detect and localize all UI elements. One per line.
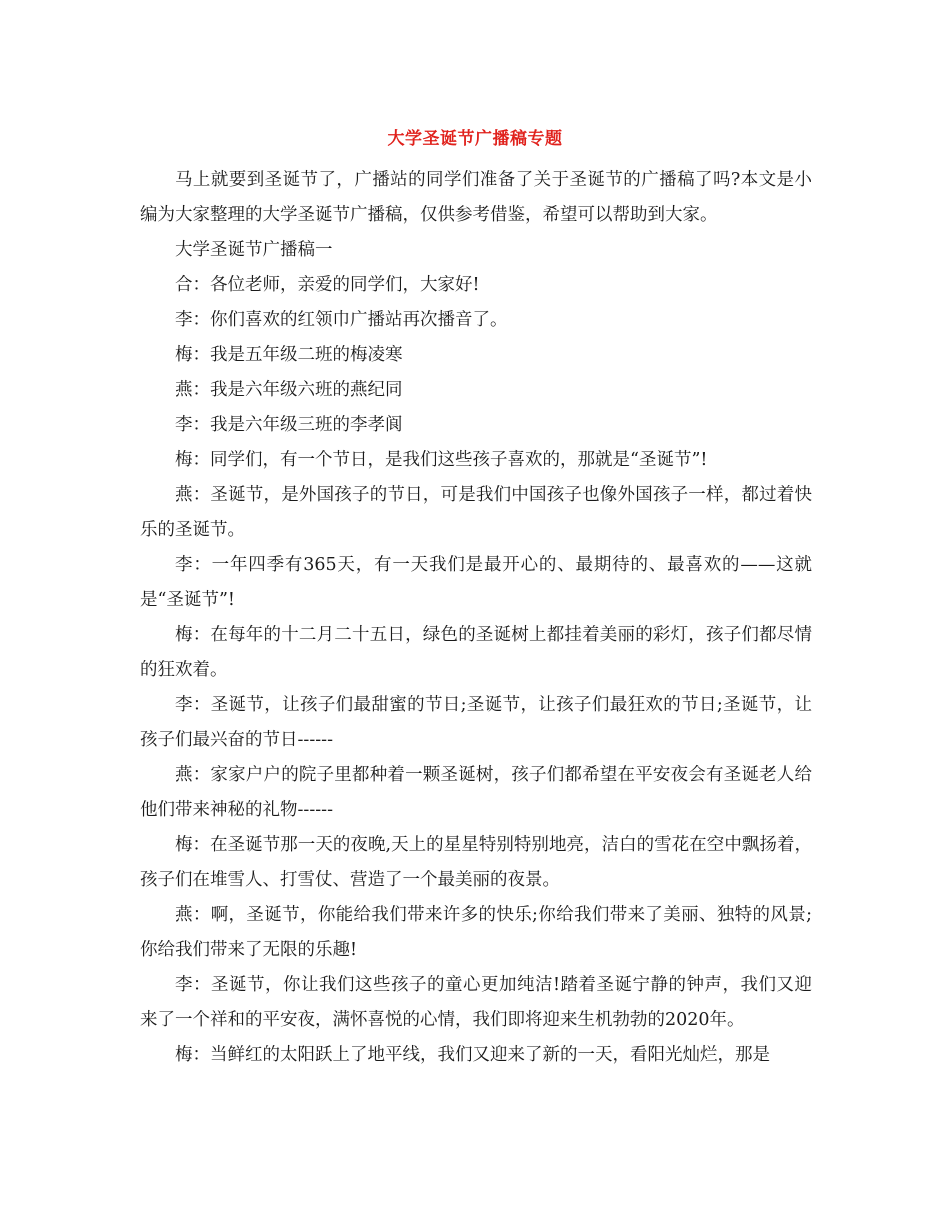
script-line: 燕：啊，圣诞节，你能给我们带来许多的快乐;你给我们带来了美丽、独特的风景;你给我们带来了无限的乐趣! [140, 905, 812, 960]
script-line: 梅：在圣诞节那一天的夜晚,天上的星星特别特别地亮，洁白的雪花在空中飘扬着，孩子们在堆雪人、打雪仗、营造了一个最美丽的夜景。 [140, 835, 812, 890]
script-line: 李：圣诞节，你让我们这些孩子的童心更加纯洁!踏着圣诞宁静的钟声，我们又迎来了一个祥和的平安夜，满怀喜悦的心情，我们即将迎来生机勃勃的2020年。 [140, 975, 812, 1030]
script-line: 梅：同学们，有一个节日，是我们这些孩子喜欢的，那就是“圣诞节”! [175, 450, 708, 470]
script-line: 李：一年四季有365天，有一天我们是最开心的、最期待的、最喜欢的——这就是“圣诞节”! [140, 555, 812, 610]
document-body [140, 163, 812, 1073]
script-line: 燕：我是六年级六班的燕纪同 [175, 380, 403, 400]
script-line: 李：我是六年级三班的李孝阆 [175, 415, 403, 435]
script-line: 梅：当鲜红的太阳跃上了地平线，我们又迎来了新的一天，看阳光灿烂，那是 [175, 1045, 770, 1065]
script-line: 燕：家家户户的院子里都种着一颗圣诞树，孩子们都希望在平安夜会有圣诞老人给他们带来神秘的礼物------ [140, 765, 812, 820]
script-line: 梅：在每年的十二月二十五日，绿色的圣诞树上都挂着美丽的彩灯，孩子们都尽情的狂欢着。 [140, 625, 812, 680]
script-line: 李：你们喜欢的红领巾广播站再次播音了。 [175, 310, 508, 330]
script-line: 李：圣诞节，让孩子们最甜蜜的节日;圣诞节，让孩子们最狂欢的节日;圣诞节，让孩子们最兴奋的节日------ [140, 695, 812, 750]
script-line: 梅：我是五年级二班的梅凌寒 [175, 345, 403, 365]
section-heading: 大学圣诞节广播稿一 [175, 240, 333, 260]
document-title: 大学圣诞节广播稿专题 [387, 129, 563, 149]
script-line: 燕：圣诞节，是外国孩子的节日，可是我们中国孩子也像外国孩子一样，都过着快乐的圣诞节。 [140, 485, 812, 540]
script-line: 合：各位老师，亲爱的同学们，大家好! [175, 275, 480, 295]
intro-paragraph: 马上就要到圣诞节了，广播站的同学们准备了关于圣诞节的广播稿了吗?本文是小编为大家整理的大学圣诞节广播稿，仅供参考借鉴，希望可以帮助到大家。 [140, 170, 812, 225]
